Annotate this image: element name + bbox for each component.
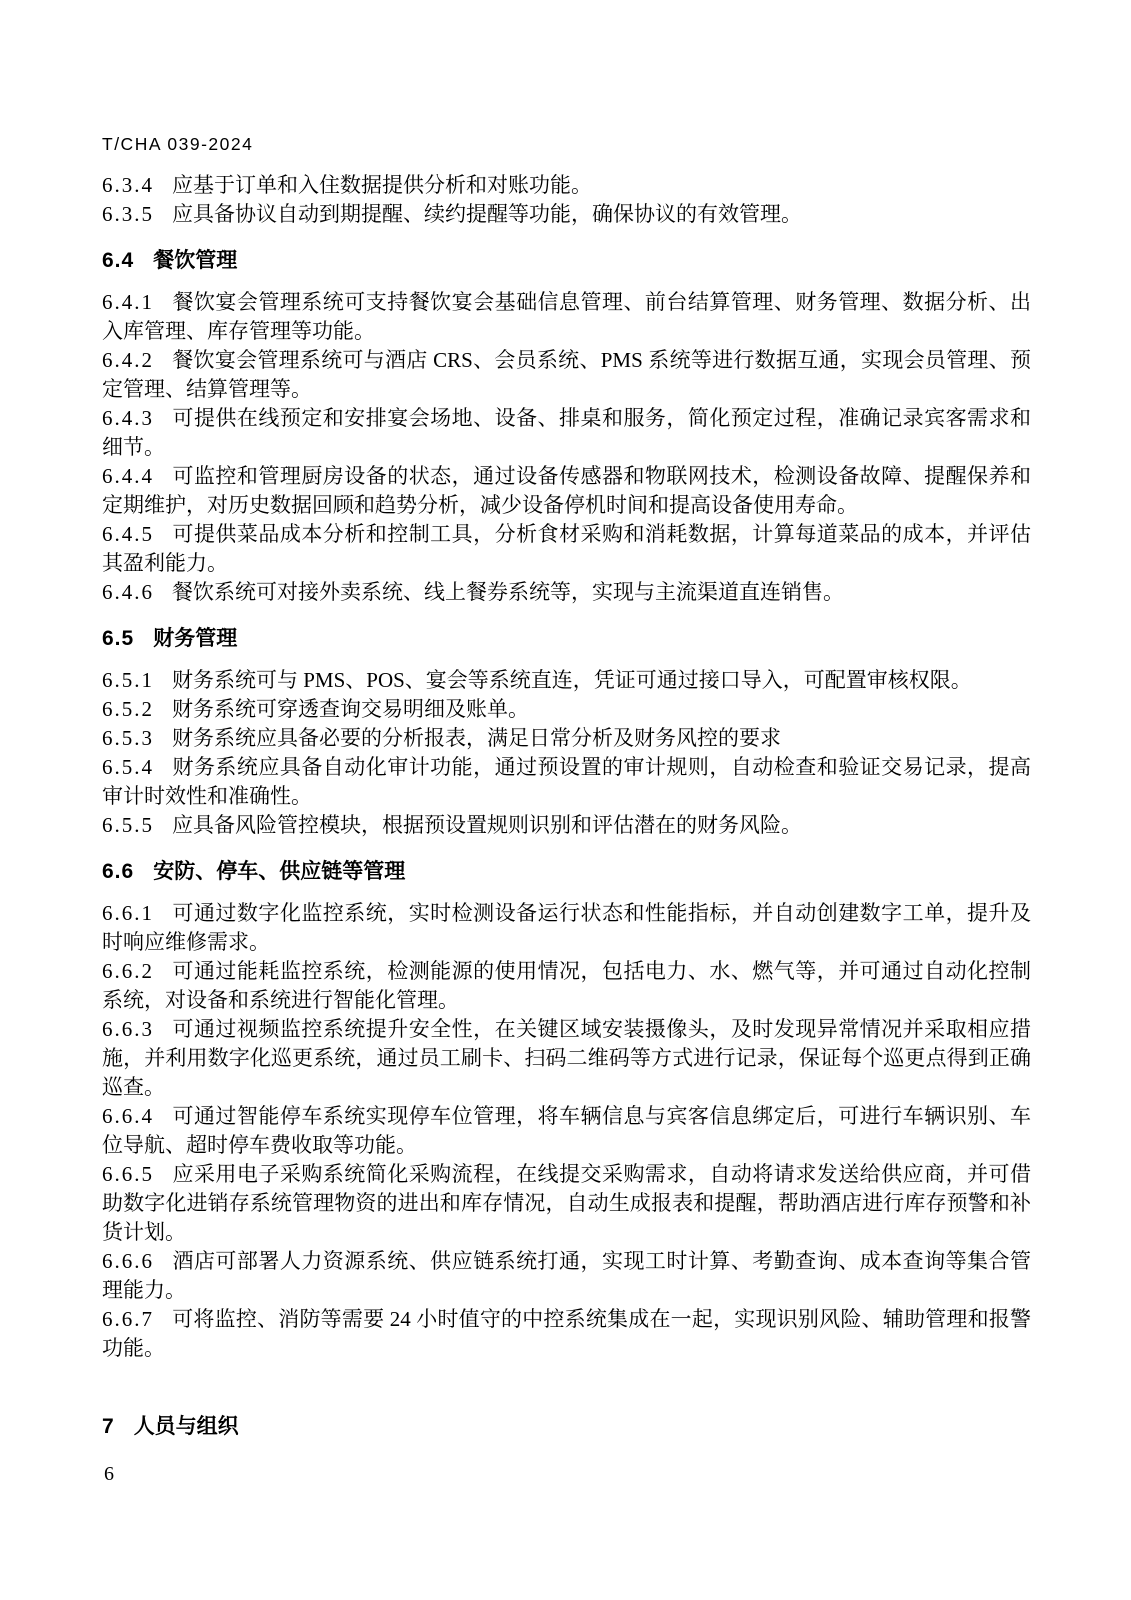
clause-text: 酒店可部署人力资源系统、供应链系统打通，实现工时计算、考勤查询、成本查询等集合管理能力。 bbox=[102, 1249, 1031, 1302]
clause-text: 财务系统应具备自动化审计功能，通过预设置的审计规则，自动检查和验证交易记录，提高审计时效性和准确性。 bbox=[102, 755, 1031, 808]
clause-number: 6.5.5 bbox=[102, 813, 154, 837]
section-number: 6.6 bbox=[102, 860, 135, 883]
clause-number: 6.4.1 bbox=[102, 290, 154, 314]
clause-text: 可通过视频监控系统提升安全性，在关键区域安装摄像头，及时发现异常情况并采取相应措施，并利用数字化巡更系统，通过员工刷卡、扫码二维码等方式进行记录，保证每个巡更点得到正确巡查。 bbox=[102, 1017, 1031, 1099]
clause-number: 6.6.1 bbox=[102, 901, 154, 925]
clause-6-5-4 bbox=[102, 753, 1031, 811]
chapter-number: 7 bbox=[102, 1415, 115, 1438]
clause-text: 餐饮系统可对接外卖系统、线上餐券系统等，实现与主流渠道直连销售。 bbox=[172, 580, 844, 604]
section-heading-6-5 bbox=[102, 624, 1031, 654]
clause-6-5-1 bbox=[102, 666, 1031, 695]
clause-6-5-5 bbox=[102, 811, 1031, 840]
clause-text: 可将监控、消防等需要 24 小时值守的中控系统集成在一起，实现识别风险、辅助管理和报警功能。 bbox=[102, 1307, 1031, 1360]
clause-number: 6.5.1 bbox=[102, 668, 154, 692]
clause-number: 6.4.3 bbox=[102, 406, 154, 430]
clause-number: 6.5.3 bbox=[102, 726, 154, 750]
clause-6-6-5 bbox=[102, 1160, 1031, 1247]
section-title: 财务管理 bbox=[153, 627, 238, 650]
clause-text: 可通过能耗监控系统，检测能源的使用情况，包括电力、水、燃气等，并可通过自动化控制系统，对设备和系统进行智能化管理。 bbox=[102, 959, 1031, 1012]
clause-6-6-3 bbox=[102, 1015, 1031, 1102]
clause-6-4-2 bbox=[102, 346, 1031, 404]
clause-text: 餐饮宴会管理系统可支持餐饮宴会基础信息管理、前台结算管理、财务管理、数据分析、出入库管理、库存管理等功能。 bbox=[102, 290, 1031, 343]
clause-number: 6.6.2 bbox=[102, 959, 154, 983]
clause-text: 财务系统应具备必要的分析报表，满足日常分析及财务风控的要求 bbox=[172, 726, 781, 750]
clause-text: 可通过数字化监控系统，实时检测设备运行状态和性能指标，并自动创建数字工单，提升及时响应维修需求。 bbox=[102, 901, 1031, 954]
clause-6-6-2 bbox=[102, 957, 1031, 1015]
clause-number: 6.6.4 bbox=[102, 1104, 154, 1128]
clause-number: 6.4.4 bbox=[102, 464, 154, 488]
clause-6-3-5 bbox=[102, 200, 1031, 229]
page-content bbox=[102, 133, 1031, 1442]
section-number: 6.4 bbox=[102, 249, 135, 272]
clause-text: 应具备协议自动到期提醒、续约提醒等功能，确保协议的有效管理。 bbox=[172, 202, 802, 226]
chapter-title: 人员与组织 bbox=[133, 1415, 239, 1438]
section-heading-6-6 bbox=[102, 857, 1031, 887]
clause-number: 6.6.7 bbox=[102, 1307, 154, 1331]
section-heading-6-4 bbox=[102, 246, 1031, 276]
clause-number: 6.6.3 bbox=[102, 1017, 154, 1041]
section-title: 安防、停车、供应链等管理 bbox=[153, 860, 406, 883]
standard-number-header: T/CHA 039-2024 bbox=[102, 134, 254, 154]
clause-number: 6.4.6 bbox=[102, 580, 154, 604]
clause-number: 6.6.6 bbox=[102, 1249, 154, 1273]
clause-text: 可通过智能停车系统实现停车位管理，将车辆信息与宾客信息绑定后，可进行车辆识别、车位导航、超时停车费收取等功能。 bbox=[102, 1104, 1031, 1157]
clause-number: 6.5.4 bbox=[102, 755, 154, 779]
clause-text: 财务系统可与 PMS、POS、宴会等系统直连，凭证可通过接口导入，可配置审核权限。 bbox=[172, 668, 972, 692]
clause-text: 应具备风险管控模块，根据预设置规则识别和评估潜在的财务风险。 bbox=[172, 813, 802, 837]
clause-number: 6.5.2 bbox=[102, 697, 154, 721]
clause-6-4-4 bbox=[102, 462, 1031, 520]
clause-number: 6.4.2 bbox=[102, 348, 154, 372]
clause-text: 餐饮宴会管理系统可与酒店 CRS、会员系统、PMS 系统等进行数据互通，实现会员管理、预定管理、结算管理等。 bbox=[102, 348, 1031, 401]
clause-number: 6.6.5 bbox=[102, 1162, 154, 1186]
clause-6-4-1 bbox=[102, 288, 1031, 346]
clause-number: 6.4.5 bbox=[102, 522, 154, 546]
clause-text: 应基于订单和入住数据提供分析和对账功能。 bbox=[172, 173, 592, 197]
clause-6-5-3 bbox=[102, 724, 1031, 753]
clause-text: 可提供菜品成本分析和控制工具，分析食材采购和消耗数据，计算每道菜品的成本，并评估其盈利能力。 bbox=[102, 522, 1031, 575]
page-number: 6 bbox=[104, 1463, 114, 1485]
clause-number: 6.3.5 bbox=[102, 202, 154, 226]
clause-number: 6.3.4 bbox=[102, 173, 154, 197]
clause-text: 应采用电子采购系统简化采购流程，在线提交采购需求，自动将请求发送给供应商，并可借助数字化进销存系统管理物资的进出和库存情况，自动生成报表和提醒，帮助酒店进行库存预警和补货计划。 bbox=[102, 1162, 1031, 1244]
clause-text: 可监控和管理厨房设备的状态，通过设备传感器和物联网技术，检测设备故障、提醒保养和定期维护，对历史数据回顾和趋势分析，减少设备停机时间和提高设备使用寿命。 bbox=[102, 464, 1031, 517]
section-number: 6.5 bbox=[102, 627, 135, 650]
clause-6-6-4 bbox=[102, 1102, 1031, 1160]
clause-6-6-1 bbox=[102, 899, 1031, 957]
clause-6-6-7 bbox=[102, 1305, 1031, 1363]
clause-6-3-4 bbox=[102, 171, 1031, 200]
clause-6-4-5 bbox=[102, 520, 1031, 578]
clause-6-4-6 bbox=[102, 578, 1031, 607]
clause-6-6-6 bbox=[102, 1247, 1031, 1305]
section-title: 餐饮管理 bbox=[153, 249, 238, 272]
clause-text: 财务系统可穿透查询交易明细及账单。 bbox=[172, 697, 529, 721]
clause-text: 可提供在线预定和安排宴会场地、设备、排桌和服务，简化预定过程，准确记录宾客需求和细节。 bbox=[102, 406, 1031, 459]
chapter-heading-7 bbox=[102, 1412, 1031, 1442]
clause-6-5-2 bbox=[102, 695, 1031, 724]
clause-6-4-3 bbox=[102, 404, 1031, 462]
